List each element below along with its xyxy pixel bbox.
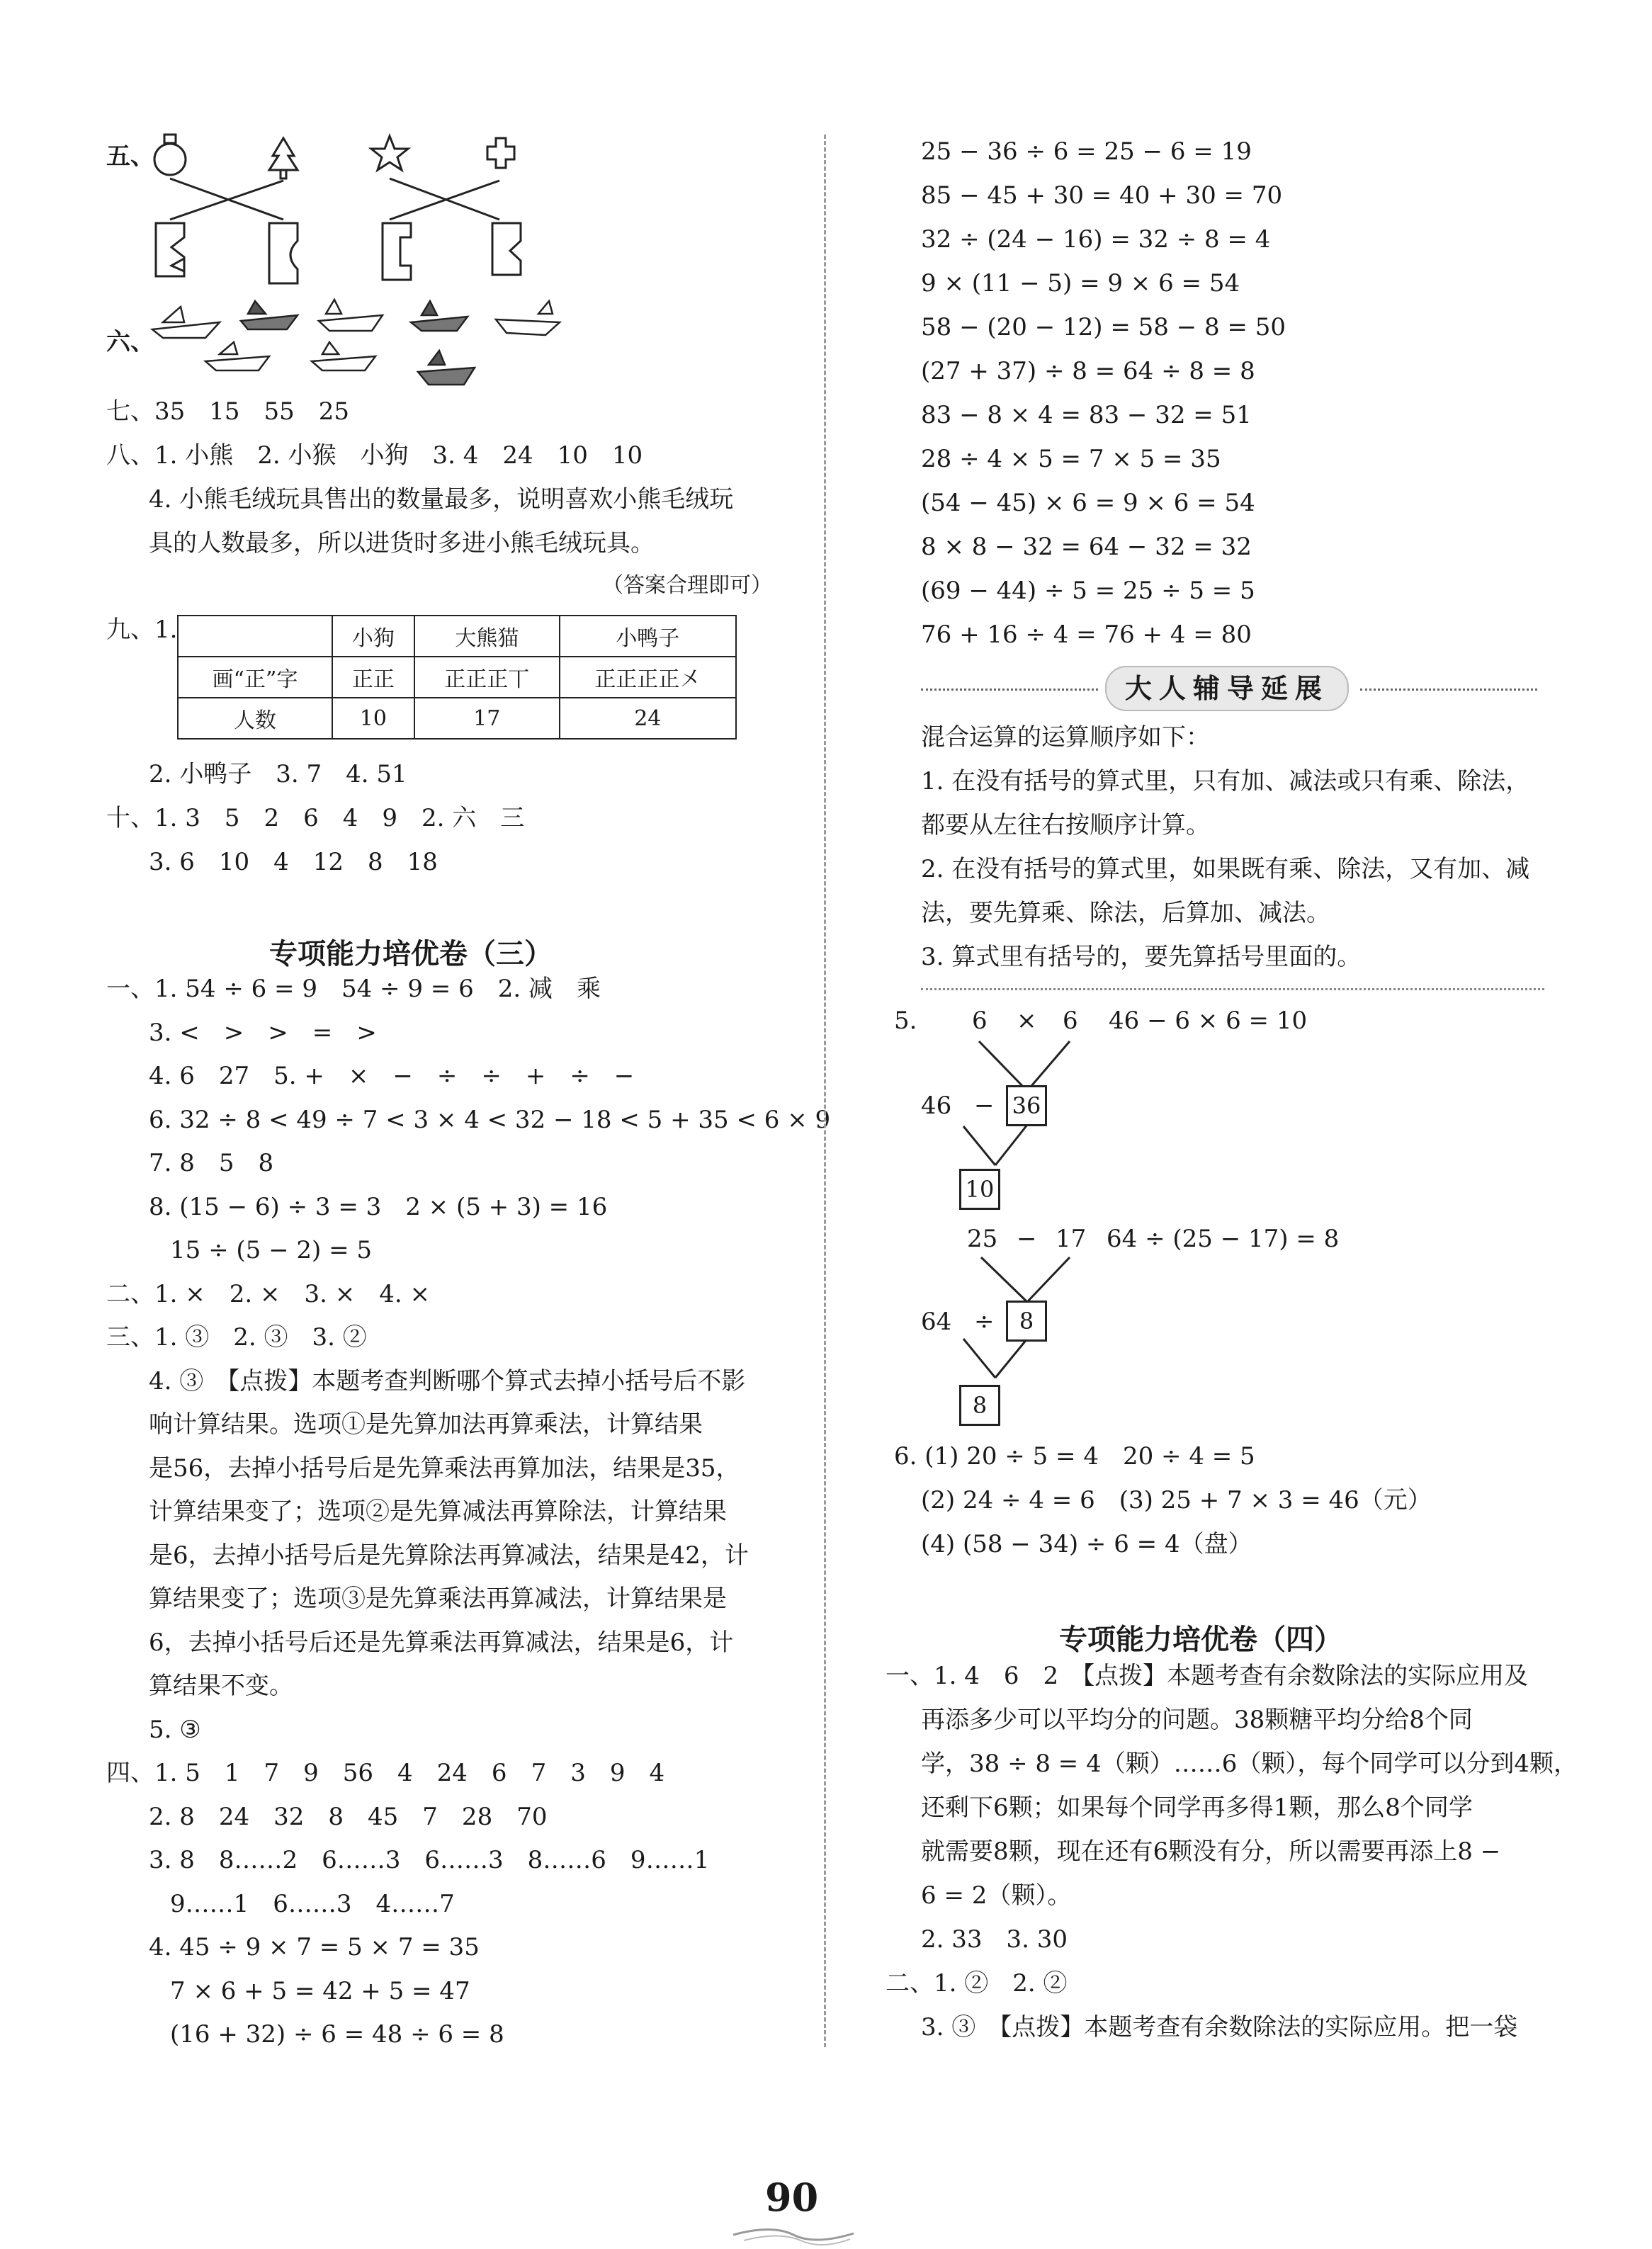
answer-line: 算结果变了；选项③是先算乘法再算减法，计算结果是 <box>149 1585 727 1613</box>
answer-line: (4) (58 − 34) ÷ 6 = 4（盘） <box>921 1530 1252 1558</box>
answer-line: 学，38 ÷ 8 = 4（颗）……6（颗），每个同学可以分到4颗， <box>921 1750 1578 1778</box>
q6-label: 六、 <box>106 328 154 356</box>
q8-1-answer: 八、1. 小熊 2. 小猴 小狗 3. 4 24 10 10 <box>106 441 643 470</box>
q8-note: （答案合理即可） <box>602 573 772 598</box>
tree2-op1: − <box>1017 1225 1037 1253</box>
banner-label: 大人辅导延展 <box>1105 666 1349 711</box>
table-cell: 正正正丅 <box>414 657 560 698</box>
answer-line: 再添多少可以平均分的问题。38颗糖平均分给8个同 <box>921 1706 1473 1734</box>
answer-line: 6. (1) 20 ÷ 5 = 4 20 ÷ 4 = 5 <box>894 1442 1255 1471</box>
answer-line: 85 − 45 + 30 = 40 + 30 = 70 <box>921 181 1283 210</box>
answer-line: 就需要8颗，现在还有6颗没有分，所以需要再添上8 − <box>921 1837 1501 1866</box>
answer-line: 二、1. ② 2. ② <box>886 1969 1068 1998</box>
answer-line: 是6，去掉小括号后是先算除法再算减法，结果是42，计 <box>149 1541 749 1570</box>
table-cell: 画“正”字 <box>178 657 332 698</box>
section3-title: 专项能力培优卷（三） <box>269 938 553 970</box>
answer-line: 都要从左往右按顺序计算。 <box>921 811 1210 839</box>
tree1-number: 5. <box>894 1007 917 1035</box>
table-cell: 小狗 <box>332 616 414 657</box>
q9-label: 九、1. <box>106 616 178 644</box>
answer-line: 一、1. 4 6 2 【点拨】本题考查有余数除法的实际应用及 <box>886 1662 1529 1690</box>
answer-line: 8. (15 − 6) ÷ 3 = 3 2 × (5 + 3) = 16 <box>149 1192 608 1221</box>
answer-line: 算结果不变。 <box>149 1672 293 1700</box>
table-header-row <box>178 616 736 657</box>
answer-line: 4. 6 27 5. + × − ÷ ÷ + ÷ − <box>149 1062 635 1090</box>
tree1-a: 6 <box>972 1007 988 1035</box>
tree1-box1: 36 <box>1006 1085 1047 1126</box>
answer-line: 二、1. × 2. × 3. × 4. × <box>106 1279 430 1308</box>
q5-label: 五、 <box>106 142 154 171</box>
answer-line: (16 + 32) ÷ 6 = 48 ÷ 6 = 8 <box>170 2020 504 2049</box>
q10-1-answer: 十、1. 3 5 2 6 4 9 2. 六 三 <box>106 804 525 832</box>
table-row <box>178 698 736 739</box>
answer-line: 58 − (20 − 12) = 58 − 8 = 50 <box>921 313 1286 341</box>
answer-line: (69 − 44) ÷ 5 = 25 ÷ 5 = 5 <box>921 577 1255 605</box>
answer-line: 4. ③ 【点拨】本题考查判断哪个算式去掉小括号后不影 <box>149 1366 746 1395</box>
tree2-c: 64 <box>921 1308 952 1336</box>
answer-line: 83 − 8 × 4 = 83 − 32 = 51 <box>921 401 1252 429</box>
table-cell: 正正正正㐅 <box>560 657 736 698</box>
answer-line: 9 × (11 − 5) = 9 × 6 = 54 <box>921 269 1240 298</box>
tree2-op2: ÷ <box>974 1308 995 1336</box>
q8-4-line2: 具的人数最多，所以进货时多进小熊毛绒玩具。 <box>149 529 655 557</box>
table-cell: 人数 <box>178 698 332 739</box>
tree2-box2: 8 <box>959 1385 1000 1426</box>
answer-line: 2. 在没有括号的算式里，如果既有乘、除法，又有加、减 <box>921 855 1530 883</box>
tree1-box2: 10 <box>959 1169 1000 1210</box>
answer-line: 15 ÷ (5 − 2) = 5 <box>170 1236 372 1264</box>
tree2-box1: 8 <box>1006 1301 1047 1342</box>
answer-line: 6，去掉小括号后还是先算乘法再算减法，结果是6，计 <box>149 1628 734 1657</box>
table-cell: 小鸭子 <box>560 616 736 657</box>
answer-line: 一、1. 54 ÷ 6 = 9 54 ÷ 9 = 6 2. 减 乘 <box>106 975 601 1003</box>
page-ornament <box>730 2221 857 2249</box>
answer-line: 3. ③ 【点拨】本题考查有余数除法的实际应用。把一袋 <box>921 2013 1518 2041</box>
answer-line: (54 − 45) × 6 = 9 × 6 = 54 <box>921 489 1255 517</box>
answer-line: 5. ③ <box>149 1715 201 1744</box>
answer-line: 25 − 36 ÷ 6 = 25 − 6 = 19 <box>921 137 1252 166</box>
table-cell: 10 <box>332 698 414 739</box>
answer-line: 法，要先算乘、除法，后算加、减法。 <box>921 899 1330 927</box>
table-cell <box>178 616 332 657</box>
tree2-equation: 64 ÷ (25 − 17) = 8 <box>1107 1225 1340 1253</box>
answer-line: 3. 算式里有括号的，要先算括号里面的。 <box>921 943 1362 971</box>
table-cell: 24 <box>560 698 736 739</box>
table-cell: 大熊猫 <box>414 616 560 657</box>
answer-line: 32 ÷ (24 − 16) = 32 ÷ 8 = 4 <box>921 225 1271 254</box>
tree2-lines <box>921 1254 1133 1438</box>
answer-line: 7. 8 5 8 <box>149 1149 274 1177</box>
tree1-lines <box>921 1034 1133 1218</box>
table-row <box>178 657 736 698</box>
answer-line: 2. 8 24 32 8 45 7 28 70 <box>149 1802 548 1831</box>
answer-line: 2. 33 3. 30 <box>921 1925 1068 1954</box>
tree1-c: 46 <box>921 1092 952 1120</box>
tree1-equation: 46 − 6 × 6 = 10 <box>1109 1007 1308 1035</box>
answer-line: 三、1. ③ 2. ③ 3. ② <box>106 1323 367 1352</box>
parent-guide-banner <box>921 666 1544 711</box>
tree1-b: 6 <box>1063 1007 1078 1035</box>
answer-line: 6. 32 ÷ 8 < 49 ÷ 7 < 3 × 4 < 32 − 18 < 5 + 35 < 6 × 9 <box>149 1105 831 1134</box>
answer-line: 四、1. 5 1 7 9 56 4 24 6 7 3 9 4 <box>106 1759 665 1787</box>
rules-bottom-rule <box>921 988 1544 990</box>
tree1-op2: − <box>974 1092 995 1120</box>
answer-line: 1. 在没有括号的算式里，只有加、减法或只有乘、除法， <box>921 767 1530 795</box>
answer-line: 9……1 6……3 4……7 <box>170 1889 455 1918</box>
table-cell: 正正 <box>332 657 414 698</box>
q10-3-answer: 3. 6 10 4 12 8 18 <box>149 848 438 876</box>
table-cell: 17 <box>414 698 560 739</box>
answer-line: 还剩下6颗；如果每个同学再多得1颗，那么8个同学 <box>921 1794 1473 1822</box>
answer-line: 3. 8 8……2 6……3 6……3 8……6 9……1 <box>149 1846 710 1874</box>
answer-line: 3. < > > = > <box>149 1018 377 1047</box>
answer-line: 7 × 6 + 5 = 42 + 5 = 47 <box>170 1976 470 2005</box>
q8-4-line1: 4. 小熊毛绒玩具售出的数量最多，说明喜欢小熊毛绒玩 <box>149 485 734 514</box>
page-number: 90 <box>765 2175 819 2220</box>
q9-2-answer: 2. 小鸭子 3. 7 4. 51 <box>149 760 407 788</box>
boats-figure <box>149 294 588 400</box>
column-divider <box>824 135 826 2047</box>
answer-line: 6 = 2（颗）。 <box>921 1881 1072 1910</box>
matching-figures <box>142 128 581 290</box>
answer-line: 4. 45 ÷ 9 × 7 = 5 × 7 = 35 <box>149 1933 480 1961</box>
answer-line: 是56，去掉小括号后是先算乘法再算加法，结果是35， <box>149 1454 740 1483</box>
answer-line: 混合运算的运算顺序如下： <box>921 723 1210 752</box>
answer-line: 计算结果变了；选项②是先算减法再算除法，计算结果 <box>149 1497 727 1526</box>
answer-line: (27 + 37) ÷ 8 = 64 ÷ 8 = 8 <box>921 357 1255 385</box>
section4-title: 专项能力培优卷（四） <box>1059 1624 1342 1656</box>
tree2-a: 25 <box>967 1225 998 1253</box>
tree2-b: 17 <box>1056 1225 1087 1253</box>
q7-answer: 七、35 15 55 25 <box>106 397 350 426</box>
answer-line: 28 ÷ 4 × 5 = 7 × 5 = 35 <box>921 445 1221 473</box>
answer-line: (2) 24 ÷ 4 = 6 (3) 25 + 7 × 3 = 46（元） <box>921 1486 1432 1514</box>
answer-line: 76 + 16 ÷ 4 = 76 + 4 = 80 <box>921 621 1252 649</box>
answer-line: 响计算结果。选项①是先算加法再算乘法，计算结果 <box>149 1410 703 1439</box>
answer-line: 8 × 8 − 32 = 64 − 32 = 32 <box>921 533 1252 561</box>
tally-table <box>177 615 737 740</box>
tree1-op1: × <box>1017 1007 1037 1035</box>
